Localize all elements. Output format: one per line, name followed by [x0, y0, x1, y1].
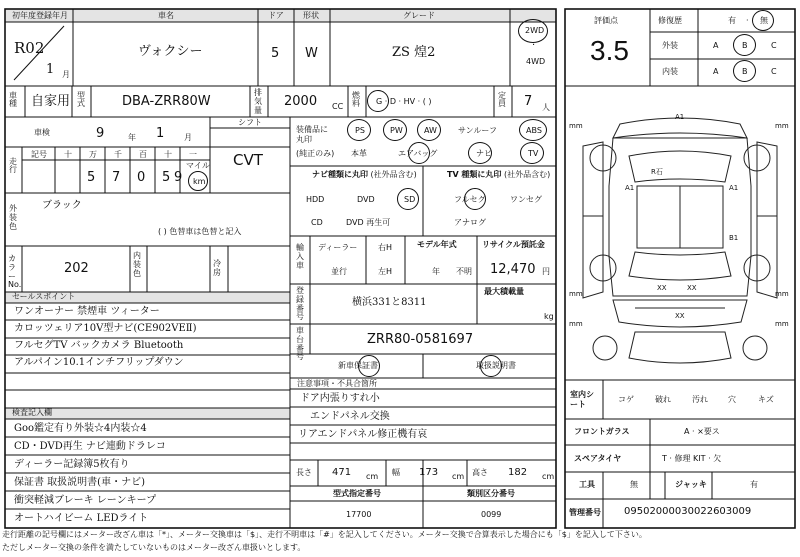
- recycle-value: 12,470: [490, 262, 536, 277]
- height-label: 高さ: [472, 468, 488, 477]
- model: DBA-ZRR80W: [122, 94, 211, 109]
- notes-line-6: オートハイビーム LEDライト: [14, 513, 149, 524]
- damage-label-xx-1: XX: [657, 284, 667, 292]
- nav-sd-circle: [397, 188, 419, 210]
- spare-tire-label: スペアタイヤ: [574, 454, 622, 463]
- first-reg-era: R02: [14, 39, 45, 57]
- first-reg-month-unit: 月: [62, 70, 70, 79]
- nav-dvd-play: DVD 再生可: [346, 218, 391, 227]
- management-value: 09502000030022603009: [624, 506, 752, 517]
- mileage-place-3: 千: [114, 150, 122, 159]
- interior-color-label: 内装色: [133, 251, 141, 278]
- equip-airbag: エアバッグ: [398, 149, 438, 158]
- car-left-side: [583, 142, 603, 298]
- mileage-unit-km: km: [193, 177, 206, 186]
- equip-pw: PW: [390, 126, 403, 135]
- sales-line-1: ワンオーナー 禁煙車 ツィーター: [14, 306, 160, 317]
- mileage-digit-5: 9: [174, 170, 183, 185]
- sales-line-2: カロッツェリア10V型ナビ(CE902VEⅡ): [14, 323, 197, 334]
- tv-type-label-text: TV 種類に丸印: [447, 170, 502, 179]
- category-label: 類別区分番号: [467, 489, 515, 498]
- notes-line-2: CD・DVD再生 ナビ連動ドラレコ: [14, 441, 166, 452]
- notes-line-3: ディーラー記録簿5枚有り: [14, 459, 130, 470]
- sales-line-3: フルセグTV バックカメラ Bluetooth: [14, 340, 184, 351]
- drive-dot: ·: [532, 40, 536, 51]
- damage-label-b1: B1: [729, 234, 739, 242]
- drive-2wd: 2WD: [525, 26, 545, 35]
- mm-label-5: mm: [569, 320, 583, 328]
- windshield-label: フロントガラス: [574, 427, 630, 436]
- shift: CVT: [233, 151, 263, 169]
- spare-tire-value: T · 修理 KIT · 欠: [662, 454, 722, 463]
- damage-label-xx-2: XX: [687, 284, 697, 292]
- car-right-side: [757, 142, 777, 298]
- mileage-place-2: 万: [89, 150, 97, 159]
- car-spare-wheel-left: [593, 336, 617, 360]
- import-label: 輸入車: [296, 243, 304, 270]
- equip-ps-circle: [347, 119, 371, 141]
- nav-type-label-text: ナビ種類に丸印: [312, 170, 368, 179]
- import-right-h: 右H: [378, 243, 393, 252]
- interior-grade-c: C: [771, 67, 777, 76]
- car-outline-top: [613, 118, 747, 138]
- nav-sd: SD: [404, 195, 416, 204]
- equip-aw-circle: [417, 119, 441, 141]
- repair-sep: ·: [746, 16, 749, 25]
- score: 3.5: [590, 35, 629, 66]
- car-trunk-outline: [629, 332, 731, 363]
- tv-type-label: [447, 171, 550, 179]
- equip-navi-circle: [468, 142, 492, 164]
- mileage-digit-3: 0: [137, 170, 146, 185]
- mm-label-1: mm: [569, 122, 583, 130]
- fuel-label: 燃料: [352, 91, 360, 108]
- car-damage-diagram: [565, 86, 795, 380]
- inspection-notes-label: 検査記入欄: [12, 408, 52, 417]
- chassis-label: 車台番号: [296, 326, 304, 362]
- sales-points-label: セールスポイント: [12, 292, 76, 301]
- car-rear-window: [629, 252, 731, 280]
- jack-label: ジャッキ: [675, 480, 707, 489]
- doors: 5: [271, 46, 280, 61]
- color-label: 外装色: [9, 204, 17, 231]
- model-year-unit: 年: [432, 267, 440, 276]
- interior-sheet-item-1: コゲ: [618, 395, 634, 404]
- category: 0099: [481, 510, 502, 519]
- color-note: ( ) 色替車は色替と記入: [158, 227, 242, 236]
- tools-label: 工具: [579, 480, 595, 489]
- mm-label-6: mm: [775, 320, 789, 328]
- mileage-place-1: 十: [64, 150, 72, 159]
- car-name: ヴォクシー: [138, 44, 203, 59]
- equip-tv: TV: [528, 149, 539, 158]
- jack-value: 有: [750, 480, 758, 489]
- tv-fullseg-circle: [464, 188, 486, 210]
- footer-line-2: ただしメーター交換の条件を満たしていないものはメーター改ざん車扱いとします。: [2, 543, 306, 552]
- registration-value: 横浜331と8311: [352, 297, 427, 308]
- sales-line-4: アルパイン10.1インチフリップダウン: [14, 357, 184, 368]
- damage-label-stone: R石: [651, 168, 663, 176]
- inspection-year-unit: 年: [128, 133, 136, 142]
- interior-label: 内装: [662, 67, 678, 76]
- repair-no: 無: [760, 16, 768, 25]
- import-left-h: 左H: [378, 267, 393, 276]
- fuel-options: G · D · HV · ( ): [376, 97, 432, 106]
- model-year-label: モデル年式: [417, 240, 457, 249]
- score-label: 評価点: [594, 16, 618, 25]
- exterior-label: 外装: [662, 41, 678, 50]
- capacity-unit: 人: [542, 103, 550, 112]
- equip-aw: AW: [424, 126, 437, 135]
- designation-label: 型式指定番号: [333, 489, 381, 498]
- nav-dvd: DVD: [357, 195, 375, 204]
- tv-oneseg: ワンセグ: [510, 195, 542, 204]
- mileage-digit-2: 7: [112, 170, 121, 185]
- grade-label: グレード: [403, 11, 435, 20]
- caution-line-1: ドア内張りすれ小: [300, 393, 380, 404]
- capacity-label: 定員: [498, 91, 506, 108]
- mm-label-3: mm: [569, 290, 583, 298]
- chassis-value: ZRR80-0581697: [367, 332, 474, 347]
- manual-circle: [480, 355, 502, 377]
- color-no-label: カラーNo.: [8, 254, 22, 290]
- equipment-label: 装備品に丸印: [296, 125, 328, 144]
- mileage-digit-4: 5: [162, 170, 171, 185]
- equip-pw-circle: [383, 119, 407, 141]
- first-reg-month: 1: [46, 62, 55, 77]
- warranty-circle: [358, 355, 380, 377]
- repair-yes: 有: [728, 16, 736, 25]
- body-type: W: [305, 46, 318, 61]
- mm-label-2: mm: [775, 122, 789, 130]
- car-name-label: 車名: [158, 11, 174, 20]
- manual: 取扱説明書: [476, 361, 516, 370]
- equip-navi: ナビ: [476, 149, 492, 158]
- height-unit: cm: [542, 472, 555, 481]
- length-label: 長さ: [296, 468, 312, 477]
- import-dealer: ディーラー: [318, 243, 358, 252]
- notes-line-4: 保証書 取扱説明書(車・ナビ): [14, 477, 145, 488]
- width-label: 幅: [392, 468, 400, 477]
- interior-sheet-label: 室内シート: [570, 390, 594, 409]
- equipment-sub: (純正のみ): [296, 149, 335, 158]
- interior-grade-b: B: [742, 67, 748, 76]
- tv-type-sub: (社外品含む): [503, 170, 551, 179]
- designation: 17700: [346, 510, 372, 519]
- repair-label: 修復歴: [658, 16, 682, 25]
- footer-line-1: 走行距離の記号欄にはメーター改ざん車は「*」、メーター交換車は「$」、走行不明車は「#」を記入してください。メーター交換で合算表示した場合にも「$」を記入して下さい。: [2, 530, 647, 539]
- exterior-b-circle: [733, 34, 756, 56]
- notes-line-1: Goo鑑定有り外装☆4内装☆4: [14, 423, 147, 434]
- repair-no-circle: [752, 10, 774, 31]
- equip-abs: ABS: [526, 126, 542, 135]
- management-label: 管理番号: [569, 508, 601, 517]
- capacity: 7: [524, 94, 533, 109]
- damage-label-a1-top: A1: [675, 113, 685, 121]
- equip-airbag-circle: [408, 142, 430, 164]
- exterior-grade-b: B: [742, 41, 748, 50]
- exterior-grade-a: A: [713, 41, 719, 50]
- mileage-digit-1: 5: [87, 170, 96, 185]
- width-unit: cm: [452, 472, 465, 481]
- mileage-label: 走行: [9, 157, 17, 174]
- interior-sheet-item-2: 破れ: [655, 395, 671, 404]
- shift-label: シフト: [238, 118, 262, 127]
- max-load-label: 最大積載量: [484, 287, 524, 296]
- nav-type-sub: (社外品含む): [370, 170, 417, 179]
- cautions-label: 注意事項・不具合箇所: [297, 379, 377, 388]
- car-spare-wheel-right: [743, 336, 767, 360]
- interior-grade-a: A: [713, 67, 719, 76]
- damage-label-xx-3: XX: [675, 312, 685, 320]
- model-year-value: 不明: [456, 267, 472, 276]
- color-value: ブラック: [42, 200, 82, 211]
- mileage-place-5: 十: [164, 150, 172, 159]
- max-load-unit: kg: [544, 312, 554, 321]
- equip-sunroof: サンルーフ: [458, 126, 497, 135]
- damage-label-a1-left: A1: [625, 184, 635, 192]
- nav-hdd: HDD: [306, 195, 325, 204]
- mm-label-4: mm: [775, 290, 789, 298]
- displacement-unit: CC: [332, 102, 344, 111]
- color-no: 202: [64, 261, 89, 276]
- registration-label: 登録番号: [296, 286, 304, 322]
- recycle-unit: 円: [542, 267, 550, 276]
- length-unit: cm: [366, 472, 379, 481]
- usage: 自家用: [31, 94, 71, 109]
- interior-sheet-item-5: キズ: [758, 395, 774, 404]
- mileage-unit-mile: マイル: [186, 161, 210, 170]
- equip-abs-circle: [519, 119, 547, 141]
- damage-label-a1-right: A1: [729, 184, 739, 192]
- recycle-label: リサイクル預託金: [482, 240, 545, 249]
- car-windshield: [629, 151, 731, 182]
- equip-tv-circle: [520, 142, 544, 164]
- nav-cd: CD: [311, 218, 323, 227]
- mileage-km-circle: [188, 171, 208, 191]
- height: 182: [508, 467, 528, 478]
- exterior-grade-c: C: [771, 41, 777, 50]
- windshield-value: A · ×要ス: [684, 427, 720, 436]
- first-reg-label: 初年度登録年月: [12, 11, 68, 20]
- model-label: 型式: [77, 91, 85, 108]
- tv-analog: アナログ: [454, 218, 486, 227]
- ac-label: 冷房: [213, 259, 221, 277]
- caution-line-3: リアエンドパネル修正機有哀: [298, 429, 428, 440]
- mileage-place-6: 一: [189, 150, 197, 159]
- grade: ZS 煌2: [392, 45, 436, 60]
- interior-b-circle: [733, 60, 756, 82]
- warranty: 新車保証書: [338, 361, 378, 370]
- interior-sheet-item-4: 穴: [728, 395, 736, 404]
- tools-value: 無: [630, 480, 638, 489]
- inspection-month-unit: 月: [184, 133, 192, 142]
- fuel-g-circle: [367, 90, 389, 112]
- tv-fullseg: フルセグ: [454, 195, 486, 204]
- inspection-year: 9: [96, 126, 105, 141]
- mileage-place-0: 記号: [31, 150, 47, 159]
- length: 471: [332, 467, 352, 478]
- drive-4wd: 4WD: [526, 57, 546, 66]
- notes-line-5: 衝突軽減ブレーキ レーンキープ: [14, 495, 157, 506]
- mileage-place-4: 百: [139, 150, 147, 159]
- usage-label: 車種: [9, 91, 17, 108]
- equip-ps: PS: [355, 126, 365, 135]
- equip-leather: 本革: [351, 149, 367, 158]
- width: 173: [419, 467, 439, 478]
- displacement-label: 排気量: [254, 88, 262, 115]
- interior-sheet-item-3: 汚れ: [692, 395, 708, 404]
- inspection-label: 車検: [34, 128, 50, 137]
- caution-line-2: エンドパネル交換: [310, 411, 390, 422]
- body-type-label: 形状: [303, 11, 319, 20]
- nav-type-label: [312, 171, 417, 179]
- door-label: ドア: [268, 11, 284, 20]
- inspection-month: 1: [156, 126, 165, 141]
- displacement: 2000: [284, 94, 318, 109]
- import-parallel: 並行: [331, 267, 347, 276]
